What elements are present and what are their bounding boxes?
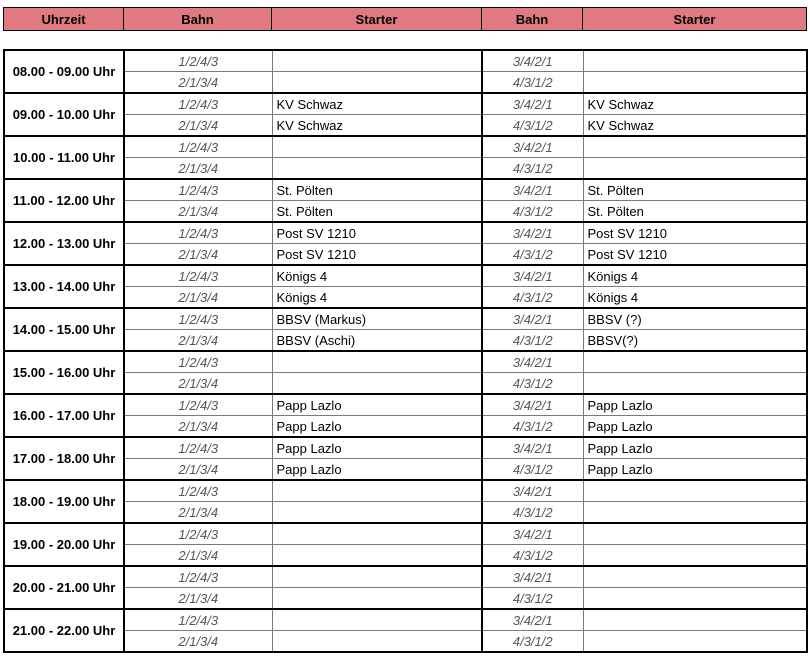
starter-2-cell <box>583 373 807 395</box>
bahn-1-cell: 1/2/4/3 <box>124 394 272 416</box>
time-slot: 18.00 - 19.00 Uhr <box>4 480 124 523</box>
starter-2-cell: KV Schwaz <box>583 115 807 137</box>
bahn-1-cell: 1/2/4/3 <box>124 179 272 201</box>
bahn-2-cell: 4/3/1/2 <box>482 115 583 137</box>
schedule-row <box>4 631 807 653</box>
header-row <box>4 8 807 31</box>
bahn-1-cell: 2/1/3/4 <box>124 201 272 223</box>
bahn-1-cell: 1/2/4/3 <box>124 566 272 588</box>
bahn-2-cell: 4/3/1/2 <box>482 72 583 94</box>
bahn-2-cell: 4/3/1/2 <box>482 287 583 309</box>
bahn-1-cell: 1/2/4/3 <box>124 351 272 373</box>
bahn-1-cell: 2/1/3/4 <box>124 287 272 309</box>
time-slot: 13.00 - 14.00 Uhr <box>4 265 124 308</box>
schedule-row <box>4 566 807 588</box>
bahn-2-cell: 3/4/2/1 <box>482 437 583 459</box>
starter-1-cell: Papp Lazlo <box>272 394 482 416</box>
starter-1-cell: Papp Lazlo <box>272 416 482 438</box>
starter-2-cell: Papp Lazlo <box>583 394 807 416</box>
schedule-row <box>4 330 807 352</box>
bahn-1-cell: 2/1/3/4 <box>124 416 272 438</box>
starter-1-cell: KV Schwaz <box>272 115 482 137</box>
schedule-row <box>4 93 807 115</box>
starter-1-cell <box>272 545 482 567</box>
starter-1-cell <box>272 502 482 524</box>
starter-2-cell <box>583 545 807 567</box>
bahn-1-cell: 2/1/3/4 <box>124 373 272 395</box>
starter-2-cell: BBSV (?) <box>583 308 807 330</box>
schedule-row <box>4 609 807 631</box>
starter-2-cell <box>583 72 807 94</box>
bahn-2-cell: 4/3/1/2 <box>482 588 583 610</box>
starter-1-cell: Post SV 1210 <box>272 244 482 266</box>
starter-1-cell <box>272 523 482 545</box>
starter-1-cell <box>272 50 482 72</box>
time-slot: 09.00 - 10.00 Uhr <box>4 93 124 136</box>
time-slot: 19.00 - 20.00 Uhr <box>4 523 124 566</box>
bahn-1-cell: 2/1/3/4 <box>124 502 272 524</box>
bahn-1-cell: 1/2/4/3 <box>124 93 272 115</box>
time-slot: 08.00 - 09.00 Uhr <box>4 50 124 93</box>
bahn-2-cell: 4/3/1/2 <box>482 631 583 653</box>
starter-1-cell: BBSV (Aschi) <box>272 330 482 352</box>
header-table <box>3 7 807 31</box>
schedule-row <box>4 201 807 223</box>
schedule-row <box>4 136 807 158</box>
starter-1-cell: Papp Lazlo <box>272 437 482 459</box>
header-starter-2: Starter <box>583 8 807 31</box>
starter-2-cell <box>583 502 807 524</box>
schedule-row <box>4 265 807 287</box>
bahn-1-cell: 1/2/4/3 <box>124 136 272 158</box>
starter-2-cell <box>583 523 807 545</box>
schedule-row <box>4 287 807 309</box>
starter-2-cell <box>583 588 807 610</box>
starter-1-cell: St. Pölten <box>272 201 482 223</box>
time-slot: 20.00 - 21.00 Uhr <box>4 566 124 609</box>
starter-2-cell: Königs 4 <box>583 287 807 309</box>
schedule-row <box>4 416 807 438</box>
bahn-1-cell: 2/1/3/4 <box>124 72 272 94</box>
bahn-1-cell: 1/2/4/3 <box>124 480 272 502</box>
starter-2-cell <box>583 609 807 631</box>
starter-2-cell: Papp Lazlo <box>583 416 807 438</box>
time-slot: 21.00 - 22.00 Uhr <box>4 609 124 652</box>
bahn-2-cell: 4/3/1/2 <box>482 416 583 438</box>
bahn-2-cell: 3/4/2/1 <box>482 609 583 631</box>
schedule-row <box>4 459 807 481</box>
schedule-row <box>4 437 807 459</box>
starter-2-cell: Papp Lazlo <box>583 437 807 459</box>
bahn-2-cell: 4/3/1/2 <box>482 330 583 352</box>
bahn-2-cell: 3/4/2/1 <box>482 179 583 201</box>
schedule-table <box>3 49 808 653</box>
starter-1-cell <box>272 566 482 588</box>
bahn-2-cell: 3/4/2/1 <box>482 136 583 158</box>
starter-1-cell: Königs 4 <box>272 265 482 287</box>
starter-1-cell: Königs 4 <box>272 287 482 309</box>
starter-2-cell <box>583 566 807 588</box>
bahn-2-cell: 3/4/2/1 <box>482 50 583 72</box>
starter-2-cell <box>583 480 807 502</box>
starter-1-cell: BBSV (Markus) <box>272 308 482 330</box>
schedule-row <box>4 588 807 610</box>
bahn-2-cell: 3/4/2/1 <box>482 480 583 502</box>
schedule-row <box>4 179 807 201</box>
bahn-2-cell: 4/3/1/2 <box>482 545 583 567</box>
starter-1-cell <box>272 136 482 158</box>
starter-1-cell: KV Schwaz <box>272 93 482 115</box>
header-bahn-2: Bahn <box>482 8 583 31</box>
bahn-1-cell: 2/1/3/4 <box>124 459 272 481</box>
schedule-row <box>4 545 807 567</box>
bahn-1-cell: 1/2/4/3 <box>124 308 272 330</box>
bahn-2-cell: 4/3/1/2 <box>482 459 583 481</box>
bahn-1-cell: 1/2/4/3 <box>124 222 272 244</box>
bahn-2-cell: 4/3/1/2 <box>482 244 583 266</box>
starter-1-cell <box>272 351 482 373</box>
bahn-1-cell: 2/1/3/4 <box>124 115 272 137</box>
bahn-1-cell: 1/2/4/3 <box>124 609 272 631</box>
starter-1-cell: Papp Lazlo <box>272 459 482 481</box>
starter-1-cell <box>272 158 482 180</box>
starter-1-cell <box>272 373 482 395</box>
schedule-row <box>4 244 807 266</box>
starter-2-cell <box>583 136 807 158</box>
bahn-1-cell: 2/1/3/4 <box>124 631 272 653</box>
schedule-row <box>4 351 807 373</box>
bahn-2-cell: 3/4/2/1 <box>482 308 583 330</box>
bahn-1-cell: 1/2/4/3 <box>124 265 272 287</box>
schedule-row <box>4 502 807 524</box>
schedule-row <box>4 480 807 502</box>
schedule-row <box>4 373 807 395</box>
starter-2-cell: St. Pölten <box>583 201 807 223</box>
bahn-1-cell: 2/1/3/4 <box>124 588 272 610</box>
bahn-1-cell: 1/2/4/3 <box>124 437 272 459</box>
bahn-1-cell: 2/1/3/4 <box>124 244 272 266</box>
bahn-1-cell: 1/2/4/3 <box>124 523 272 545</box>
starter-2-cell <box>583 158 807 180</box>
starter-2-cell <box>583 351 807 373</box>
time-slot: 14.00 - 15.00 Uhr <box>4 308 124 351</box>
bahn-2-cell: 3/4/2/1 <box>482 394 583 416</box>
bahn-1-cell: 2/1/3/4 <box>124 545 272 567</box>
time-slot: 15.00 - 16.00 Uhr <box>4 351 124 394</box>
starter-2-cell: Post SV 1210 <box>583 222 807 244</box>
schedule-row <box>4 50 807 72</box>
schedule-row <box>4 72 807 94</box>
starter-1-cell <box>272 631 482 653</box>
schedule-row <box>4 394 807 416</box>
schedule-row <box>4 523 807 545</box>
time-slot: 12.00 - 13.00 Uhr <box>4 222 124 265</box>
bahn-2-cell: 4/3/1/2 <box>482 373 583 395</box>
starter-1-cell: Post SV 1210 <box>272 222 482 244</box>
starter-1-cell <box>272 588 482 610</box>
bahn-2-cell: 3/4/2/1 <box>482 523 583 545</box>
bahn-2-cell: 3/4/2/1 <box>482 93 583 115</box>
starter-2-cell <box>583 631 807 653</box>
schedule-row <box>4 158 807 180</box>
time-slot: 16.00 - 17.00 Uhr <box>4 394 124 437</box>
starter-2-cell: Königs 4 <box>583 265 807 287</box>
starter-1-cell <box>272 480 482 502</box>
starter-2-cell: St. Pölten <box>583 179 807 201</box>
starter-2-cell: Post SV 1210 <box>583 244 807 266</box>
starter-2-cell <box>583 50 807 72</box>
bahn-2-cell: 4/3/1/2 <box>482 502 583 524</box>
bahn-2-cell: 3/4/2/1 <box>482 351 583 373</box>
header-bahn-1: Bahn <box>124 8 272 31</box>
starter-2-cell: KV Schwaz <box>583 93 807 115</box>
starter-1-cell <box>272 609 482 631</box>
bahn-2-cell: 3/4/2/1 <box>482 566 583 588</box>
starter-2-cell: Papp Lazlo <box>583 459 807 481</box>
starter-2-cell: BBSV(?) <box>583 330 807 352</box>
time-slot: 10.00 - 11.00 Uhr <box>4 136 124 179</box>
starter-1-cell: St. Pölten <box>272 179 482 201</box>
bahn-1-cell: 2/1/3/4 <box>124 158 272 180</box>
schedule-row <box>4 222 807 244</box>
header-uhrzeit: Uhrzeit <box>4 8 124 31</box>
bahn-2-cell: 3/4/2/1 <box>482 265 583 287</box>
schedule-row <box>4 115 807 137</box>
bahn-1-cell: 2/1/3/4 <box>124 330 272 352</box>
bahn-2-cell: 4/3/1/2 <box>482 158 583 180</box>
bahn-2-cell: 4/3/1/2 <box>482 201 583 223</box>
schedule-row <box>4 308 807 330</box>
header-starter-1: Starter <box>272 8 482 31</box>
bahn-1-cell: 1/2/4/3 <box>124 50 272 72</box>
time-slot: 11.00 - 12.00 Uhr <box>4 179 124 222</box>
bahn-2-cell: 3/4/2/1 <box>482 222 583 244</box>
time-slot: 17.00 - 18.00 Uhr <box>4 437 124 480</box>
starter-1-cell <box>272 72 482 94</box>
